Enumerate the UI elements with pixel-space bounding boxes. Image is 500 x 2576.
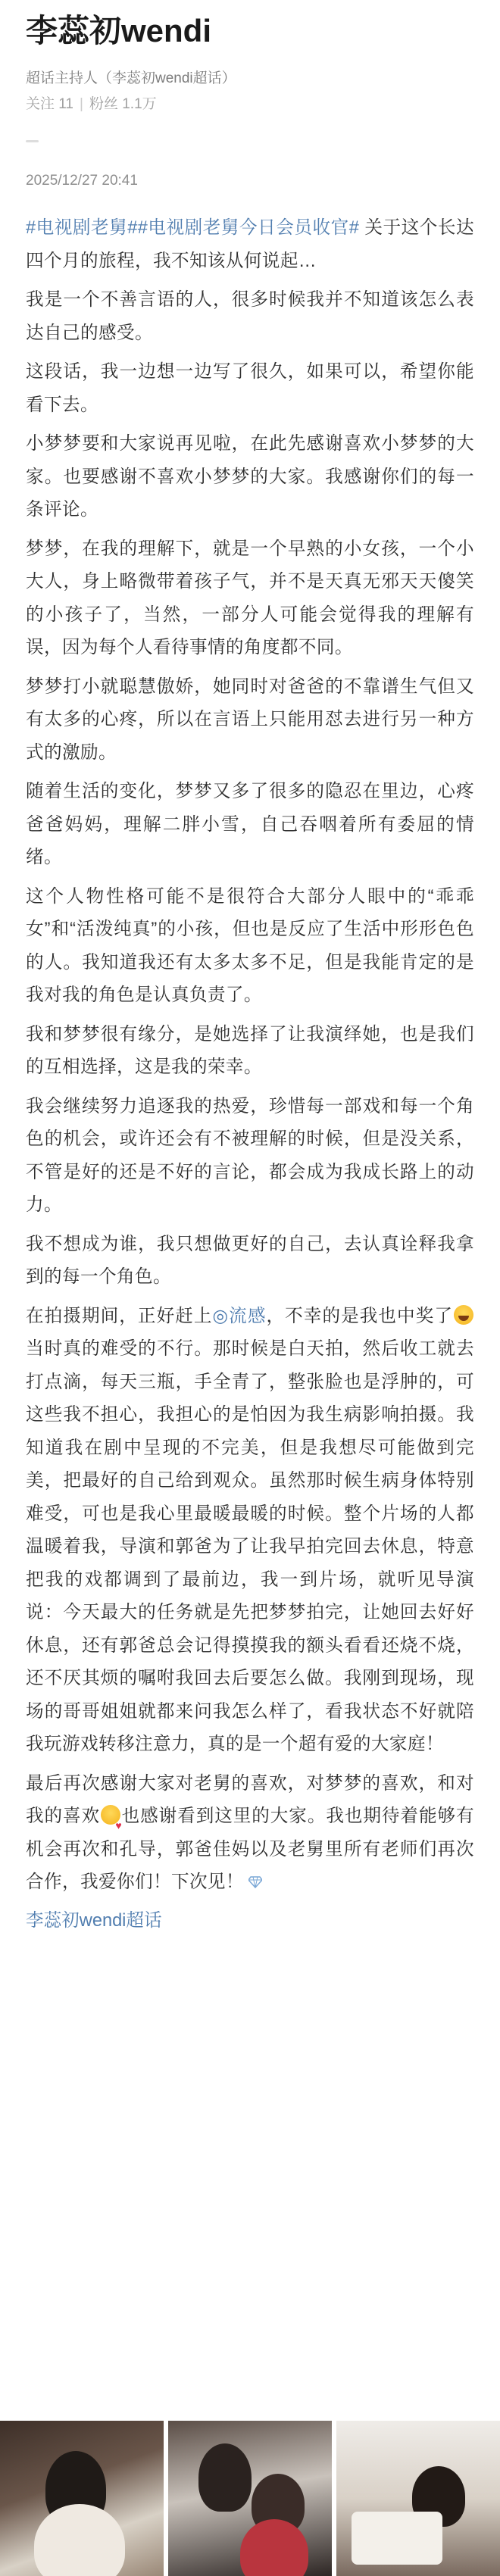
photo-3[interactable] (336, 2421, 500, 2576)
paragraph-13-text-b: 也感谢看到这里的大家。我也期待着能够有机会再次和孔导，郭爸佳妈以及老舅里所有老师们再次合作，我爱你们！下次见！ (26, 1806, 474, 1892)
photo-1[interactable] (0, 2421, 164, 2576)
paragraph-8: 这个人物性格可能不是很符合大部分人眼中的“乖乖女”和“活泼纯真”的小孩，但也是反应了生活中形形色色的人。我知道我还有太多太多不足，但是我能肯定的是我对我的角色是认真负责了。 (26, 886, 474, 1005)
photo-2[interactable] (168, 2421, 332, 2576)
post-body (26, 212, 474, 1936)
page-title: 李蕊初wendi (26, 13, 212, 48)
topic-tag-1[interactable]: #电视剧老舅# (26, 218, 138, 238)
topic-tag-2[interactable]: #电视剧老舅今日会员收官# (137, 218, 360, 238)
laughing-emoji-icon (454, 1305, 473, 1325)
flu-topic-link[interactable]: ◎流感 (212, 1306, 267, 1326)
paragraph-7: 随着生活的变化，梦梦又多了很多的隐忍在里边，心疼爸爸妈妈，理解二胖小雪，自己吞咽着所有委屈的情绪。 (26, 782, 474, 867)
heart-face-emoji-icon (101, 1805, 120, 1825)
paragraph-13 (26, 1768, 474, 1900)
paragraph-3: 这段话，我一边想一边写了很久，如果可以，希望你能看下去。 (26, 362, 474, 415)
paragraph-9: 我和梦梦很有缘分，是她选择了让我演绎她，也是我们的互相选择，这是我的荣幸。 (26, 1024, 474, 1077)
stats-row (26, 94, 474, 115)
paragraph-2: 我是一个不善言语的人，很多时候我并不知道该怎么表达自己的感受。 (26, 290, 474, 343)
paragraph-12-text-b: ，不幸的是我也中奖了 (266, 1306, 454, 1326)
paragraph-5: 梦梦，在我的理解下，就是一个早熟的小女孩，一个小大人，身上略微带着孩子气，并不是天真无邪天天傻笑的小孩子了，当然，一部分人可能会觉得我的理解有误，因为每个人看待事情的角度都不同。 (26, 539, 474, 657)
post-date: 2025/12/27 20:41 (26, 173, 138, 189)
host-subtitle: 超话主持人（李蕊初wendi超话） (26, 70, 236, 86)
paragraph-10: 我会继续努力追逐我的热爱，珍惜每一部戏和每一个角色的机会，或许还会有不被理解的时候，但是没关系，不管是好的还是不好的言论，都会成为我成长路上的动力。 (26, 1096, 474, 1215)
super-topic-link[interactable]: 李蕊初wendi超话 (26, 1910, 162, 1931)
stats-separator: | (80, 96, 83, 112)
follow-count[interactable]: 关注 11 (26, 96, 74, 112)
photo-grid (0, 2421, 500, 2576)
paragraph-13-text-a: 最后再次感谢大家对老舅的喜欢，对梦梦的喜欢，和对我的喜欢 (26, 1773, 474, 1826)
paragraph-6: 梦梦打小就聪慧傲娇，她同时对爸爸的不靠谱生气但又有太多的心疼，所以在言语上只能用怼去进行另一种方式的激励。 (26, 676, 474, 763)
diamond-icon (248, 1876, 262, 1888)
paragraph-12-text-a: 在拍摄期间，正好赶上 (26, 1306, 213, 1326)
paragraph-12 (26, 1300, 474, 1762)
paragraph-11: 我不想成为谁，我只想做更好的自己，去认真诠释我拿到的每一个角色。 (26, 1234, 474, 1287)
fans-count[interactable]: 粉丝 1.1万 (89, 96, 157, 112)
paragraph-12-text-c: 当时真的难受的不行。那时候是白天拍，然后收工就去打点滴，每天三瓶，手全青了，整张脸也是浮肿的，可这些我不担心，我担心的是怕因为我生病影响拍摄。我知道我在剧中呈现的不完美，但是我想尽可能做到完美，把最好的自己给到观众。虽然那时候生病身体特别难受，可也是我心里最暖最暖的时候。整个片场的人都温暖着我，导演和郭爸为了让我早拍完回去休息，特意把我的戏都调到了最前边，我一到片场，就听见导演说：今天最大的任务就是先把梦梦拍完，让她回去好好休息，还有郭爸总会记得摸摸我的额头看看还烧不烧，还不厌其烦的嘱咐我回去后要怎么做。我刚到现场，现场的哥哥姐姐就都来问我怎么样了，看我状态不好就陪我玩游戏转移注意力，真的是一个超有爱的大家庭！ (26, 1339, 474, 1754)
paragraph-1-text: 关于这个长达四个月的旅程，我不知该从何说起… (26, 218, 474, 271)
paragraph-4: 小梦梦要和大家说再见啦，在此先感谢喜欢小梦梦的大家。也要感谢不喜欢小梦梦的大家。我感谢你们的每一条评论。 (26, 434, 474, 520)
paragraph-1 (26, 212, 474, 278)
section-divider (26, 140, 39, 142)
